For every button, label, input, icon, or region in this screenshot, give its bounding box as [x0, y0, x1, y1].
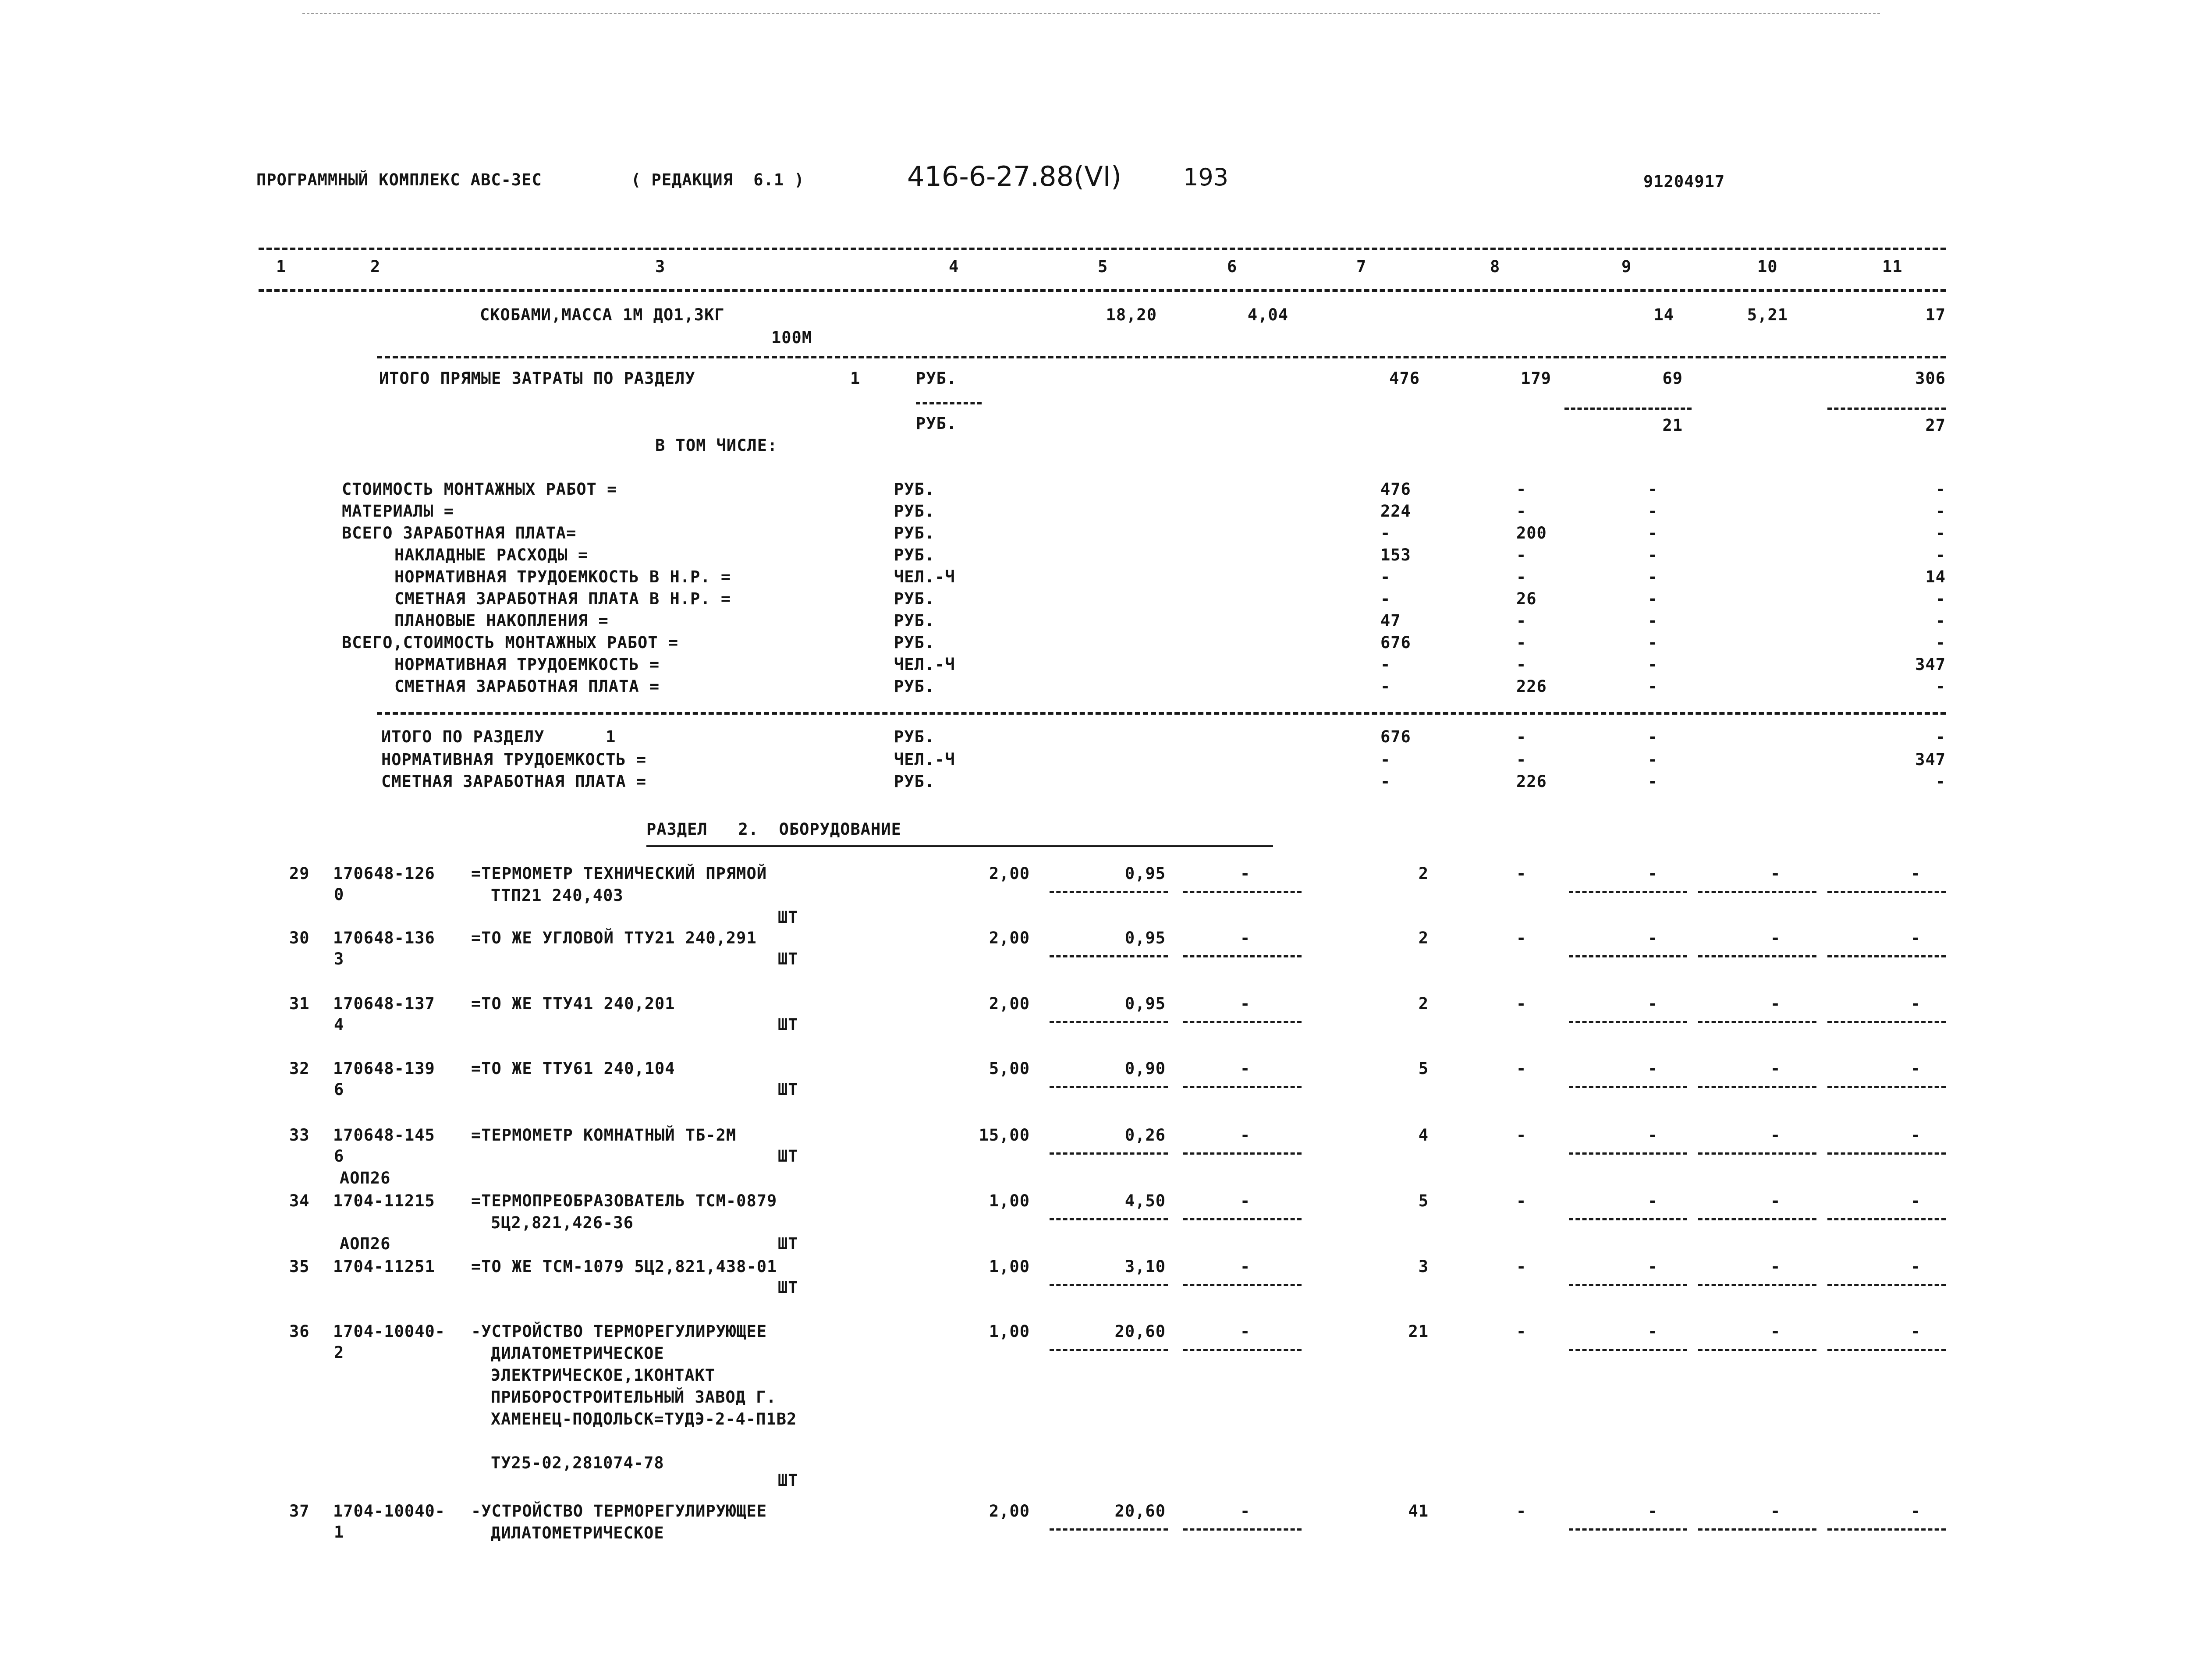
summary-col8: -	[1516, 655, 1527, 674]
item-col9: -	[1648, 1191, 1658, 1210]
section-total-col7: -	[1380, 772, 1391, 791]
section-total-col8: 226	[1516, 772, 1547, 791]
item-col10-rule	[1698, 1284, 1816, 1286]
col9-sub-rule	[1564, 408, 1692, 410]
item-col9-rule	[1569, 1086, 1687, 1088]
summary-label: ВСЕГО ЗАРАБОТНАЯ ПЛАТА=	[342, 524, 577, 542]
total-direct-section: 1	[850, 369, 861, 388]
item-price-rule	[1050, 1528, 1168, 1531]
program-title: ПРОГРАММНЫЙ КОМПЛЕКС АВС-3ЕС	[256, 170, 542, 189]
item-description-line: ДИЛАТОМЕТРИЧЕСКОЕ	[491, 1524, 664, 1542]
summary-col11: 347	[1915, 655, 1946, 674]
summary-col9: -	[1648, 633, 1658, 652]
item-code: 1704-10040-	[333, 1322, 446, 1341]
item-col11-rule	[1827, 1086, 1946, 1088]
summary-unit: РУБ.	[894, 611, 935, 630]
summary-col9: -	[1648, 589, 1658, 608]
summary-col8: 26	[1516, 589, 1537, 608]
column-number-5: 5	[1098, 257, 1108, 276]
total-direct-col9-b: 21	[1662, 416, 1683, 435]
item-description-line: =ТО ЖЕ УГЛОВОЙ ТТУ21 240,291	[471, 929, 757, 947]
item-col11-rule	[1827, 1528, 1946, 1531]
item-number: 30	[289, 929, 310, 947]
summary-col9: -	[1648, 502, 1658, 521]
item-prefix: АОП26	[340, 1234, 391, 1253]
item-unit: ШТ	[778, 950, 798, 968]
total-direct-col11-b: 27	[1925, 416, 1946, 435]
item-price-rule	[1050, 1152, 1168, 1155]
page-number: 193	[1183, 163, 1229, 191]
top-item-col6: 4,04	[1247, 305, 1288, 324]
item-quantity: 5,00	[989, 1059, 1030, 1078]
summary-col8: 226	[1516, 677, 1547, 696]
summary-col11: -	[1935, 546, 1946, 564]
item-col10-rule	[1698, 1152, 1816, 1155]
item-description-line: -УСТРОЙСТВО ТЕРМОРЕГУЛИРУЮЩЕЕ	[471, 1322, 767, 1341]
item-description-line: ТУ25-02,281074-78	[491, 1453, 664, 1472]
item-col10-rule	[1698, 1218, 1816, 1220]
summary-col7: -	[1380, 567, 1391, 586]
summary-unit: ЧЕЛ.-Ч	[894, 655, 955, 674]
including-label: В ТОМ ЧИСЛЕ:	[655, 436, 778, 455]
item-price-rule	[1050, 1349, 1168, 1351]
item-col11-rule	[1827, 1152, 1946, 1155]
total-direct-col7: 476	[1389, 369, 1420, 388]
column-number-11: 11	[1882, 257, 1903, 276]
column-number-6: 6	[1227, 257, 1238, 276]
item-col6-rule	[1183, 891, 1302, 893]
summary-col11: -	[1935, 633, 1946, 652]
column-number-3: 3	[655, 257, 666, 276]
item-unit: ШТ	[778, 1471, 798, 1490]
top-item-rule	[377, 356, 1946, 358]
summary-label: НОРМАТИВНАЯ ТРУДОЕМКОСТЬ В Н.Р. =	[394, 567, 731, 586]
summary-unit: РУБ.	[894, 589, 935, 608]
item-col6: -	[1240, 864, 1251, 883]
section-total-col11: -	[1935, 772, 1946, 791]
item-col11: -	[1911, 1257, 1921, 1276]
summary-col11: 14	[1925, 567, 1946, 586]
item-price-rule	[1050, 1086, 1168, 1088]
item-col9: -	[1648, 929, 1658, 947]
edition-label: ( РЕДАКЦИЯ 6.1 )	[631, 170, 805, 189]
item-price: 0,95	[1124, 994, 1166, 1013]
top-item-unit: 100М	[771, 328, 812, 347]
summary-unit: РУБ.	[894, 546, 935, 564]
item-col9: -	[1648, 1126, 1658, 1145]
summary-label: СТОИМОСТЬ МОНТАЖНЫХ РАБОТ =	[342, 480, 617, 499]
section-total-col9: -	[1648, 750, 1658, 769]
summary-col8: -	[1516, 567, 1527, 586]
item-quantity: 2,00	[989, 994, 1030, 1013]
section-2-title: РАЗДЕЛ 2. ОБОРУДОВАНИЕ	[646, 820, 901, 839]
summary-col8: -	[1516, 546, 1527, 564]
item-col6: -	[1240, 1059, 1251, 1078]
item-description-line: =ТЕРМОМЕТР КОМНАТНЫЙ ТБ-2М	[471, 1126, 737, 1145]
item-col9: -	[1648, 1502, 1658, 1521]
item-col8: -	[1516, 1059, 1527, 1078]
summary-col9: -	[1648, 611, 1658, 630]
section-total-col9: -	[1648, 727, 1658, 746]
summary-label: СМЕТНАЯ ЗАРАБОТНАЯ ПЛАТА =	[394, 677, 660, 696]
item-col10-rule	[1698, 1086, 1816, 1088]
summary-col11: -	[1935, 502, 1946, 521]
item-price: 0,95	[1124, 864, 1166, 883]
section-total-unit: ЧЕЛ.-Ч	[894, 750, 955, 769]
item-price-rule	[1050, 1218, 1168, 1220]
item-description-line: =ТО ЖЕ ТТУ61 240,104	[471, 1059, 675, 1078]
item-code: 1704-11215	[333, 1191, 435, 1210]
item-col9-rule	[1569, 1528, 1687, 1531]
item-col10: -	[1770, 1126, 1781, 1145]
summary-label: СМЕТНАЯ ЗАРАБОТНАЯ ПЛАТА В Н.Р. =	[394, 589, 731, 608]
item-col10-rule	[1698, 1528, 1816, 1531]
item-prefix: АОП26	[340, 1169, 391, 1187]
item-col7: 41	[1408, 1502, 1429, 1521]
section-total-unit: РУБ.	[894, 727, 935, 746]
summary-col9: -	[1648, 524, 1658, 542]
item-number: 29	[289, 864, 310, 883]
item-price: 0,26	[1124, 1126, 1166, 1145]
summary-col8: -	[1516, 502, 1527, 521]
item-col7: 3	[1418, 1257, 1429, 1276]
section-total-col9: -	[1648, 772, 1658, 791]
item-description-line: =ТЕРМОПРЕОБРАЗОВАТЕЛЬ ТСМ-0879	[471, 1191, 777, 1210]
item-number: 36	[289, 1322, 310, 1341]
header-bottom-rule	[259, 289, 1946, 292]
item-number: 37	[289, 1502, 310, 1521]
item-col11-rule	[1827, 955, 1946, 957]
item-code: 170648-145	[333, 1126, 435, 1145]
item-col6-rule	[1183, 1284, 1302, 1286]
item-col6: -	[1240, 1191, 1251, 1210]
item-quantity: 1,00	[989, 1257, 1030, 1276]
item-code-suffix: 3	[334, 950, 344, 968]
item-col6-rule	[1183, 1349, 1302, 1351]
item-description-line: =ТО ЖЕ ТСМ-1079 5Ц2,821,438-01	[471, 1257, 777, 1276]
item-col6-rule	[1183, 1218, 1302, 1220]
item-unit: ШТ	[778, 1234, 798, 1253]
summary-col8: -	[1516, 633, 1527, 652]
item-code-suffix: 6	[334, 1147, 344, 1166]
item-col9-rule	[1569, 1218, 1687, 1220]
summary-col9: -	[1648, 567, 1658, 586]
item-number: 33	[289, 1126, 310, 1145]
column-number-10: 10	[1757, 257, 1778, 276]
item-quantity: 2,00	[989, 1502, 1030, 1521]
item-code-suffix: 0	[334, 885, 344, 904]
item-code: 1704-10040-	[333, 1502, 446, 1521]
item-price: 0,95	[1124, 929, 1166, 947]
item-col6-rule	[1183, 1152, 1302, 1155]
item-description-line: -УСТРОЙСТВО ТЕРМОРЕГУЛИРУЮЩЕЕ	[471, 1502, 767, 1521]
item-code-suffix: 1	[334, 1523, 344, 1542]
item-price-rule	[1050, 891, 1168, 893]
item-col9-rule	[1569, 955, 1687, 957]
section-total-unit: РУБ.	[894, 772, 935, 791]
summary-col11: -	[1935, 524, 1946, 542]
item-col8: -	[1516, 1191, 1527, 1210]
section-total-rule	[377, 712, 1946, 715]
item-col11-rule	[1827, 1218, 1946, 1220]
item-col11-rule	[1827, 1021, 1946, 1023]
summary-col7: -	[1380, 524, 1391, 542]
item-col10-rule	[1698, 955, 1816, 957]
item-col8: -	[1516, 1502, 1527, 1521]
item-code: 170648-126	[333, 864, 435, 883]
item-description-line: ЭЛЕКТРИЧЕСКОЕ,1КОНТАКТ	[491, 1366, 716, 1385]
item-price: 20,60	[1114, 1322, 1166, 1341]
item-col9: -	[1648, 994, 1658, 1013]
item-description-line: 5Ц2,821,426-36	[491, 1213, 634, 1232]
item-col10-rule	[1698, 1349, 1816, 1351]
section-total-col11: -	[1935, 727, 1946, 746]
summary-col7: 47	[1380, 611, 1401, 630]
summary-label: НАКЛАДНЫЕ РАСХОДЫ =	[394, 546, 589, 564]
item-number: 32	[289, 1059, 310, 1078]
summary-col11: -	[1935, 589, 1946, 608]
item-price: 4,50	[1124, 1191, 1166, 1210]
item-col11: -	[1911, 1191, 1921, 1210]
item-quantity: 2,00	[989, 929, 1030, 947]
item-number: 34	[289, 1191, 310, 1210]
section-total-col8: -	[1516, 727, 1527, 746]
item-col10: -	[1770, 864, 1781, 883]
item-col7: 5	[1418, 1059, 1429, 1078]
summary-col9: -	[1648, 655, 1658, 674]
summary-col9: -	[1648, 677, 1658, 696]
item-col10-rule	[1698, 1021, 1816, 1023]
item-col11: -	[1911, 864, 1921, 883]
section-2-underline	[646, 845, 1273, 847]
item-col9: -	[1648, 864, 1658, 883]
item-col8: -	[1516, 1126, 1527, 1145]
total-direct-label: ИТОГО ПРЯМЫЕ ЗАТРАТЫ ПО РАЗДЕЛУ	[379, 369, 695, 388]
item-col8: -	[1516, 864, 1527, 883]
item-col8: -	[1516, 1322, 1527, 1341]
total-direct-col11: 306	[1915, 369, 1946, 388]
item-col9-rule	[1569, 1284, 1687, 1286]
item-code: 170648-139	[333, 1059, 435, 1078]
top-item-description: СКОБАМИ,МАССА 1М ДО1,3КГ	[480, 305, 725, 324]
item-col10: -	[1770, 1257, 1781, 1276]
item-col7: 2	[1418, 929, 1429, 947]
item-code-suffix: 6	[334, 1080, 344, 1099]
item-col7: 21	[1408, 1322, 1429, 1341]
archive-code: 91204917	[1643, 172, 1725, 191]
item-quantity: 15,00	[979, 1126, 1030, 1145]
item-col6: -	[1240, 994, 1251, 1013]
item-col11-rule	[1827, 1349, 1946, 1351]
total-direct-unit-2: РУБ.	[916, 414, 957, 433]
item-price-rule	[1050, 1021, 1168, 1023]
section-total-col7: 676	[1380, 727, 1411, 746]
column-number-4: 4	[949, 257, 959, 276]
summary-label: ВСЕГО,СТОИМОСТЬ МОНТАЖНЫХ РАБОТ =	[342, 633, 679, 652]
item-quantity: 2,00	[989, 864, 1030, 883]
summary-col7: 153	[1380, 546, 1411, 564]
item-col6-rule	[1183, 1021, 1302, 1023]
item-quantity: 1,00	[989, 1191, 1030, 1210]
item-col8: -	[1516, 929, 1527, 947]
summary-unit: РУБ.	[894, 524, 935, 542]
top-faint-rule	[302, 13, 1880, 14]
item-col10-rule	[1698, 891, 1816, 893]
item-col9-rule	[1569, 1152, 1687, 1155]
item-description-line: =ТЕРМОМЕТР ТЕХНИЧЕСКИЙ ПРЯМОЙ	[471, 864, 767, 883]
item-col11: -	[1911, 1059, 1921, 1078]
item-col6: -	[1240, 1322, 1251, 1341]
item-col11-rule	[1827, 891, 1946, 893]
column-number-1: 1	[276, 257, 287, 276]
total-direct-unit: РУБ.	[916, 369, 957, 388]
column-number-2: 2	[370, 257, 381, 276]
item-unit: ШТ	[778, 1015, 798, 1034]
item-col6-rule	[1183, 955, 1302, 957]
column-number-9: 9	[1621, 257, 1632, 276]
summary-unit: РУБ.	[894, 502, 935, 521]
item-col11-rule	[1827, 1284, 1946, 1286]
item-unit: ШТ	[778, 908, 798, 927]
summary-col9: -	[1648, 546, 1658, 564]
summary-col7: -	[1380, 655, 1391, 674]
item-col9: -	[1648, 1322, 1658, 1341]
column-number-7: 7	[1356, 257, 1367, 276]
column-number-8: 8	[1490, 257, 1500, 276]
total-direct-col9: 69	[1662, 369, 1683, 388]
top-item-col10: 5,21	[1747, 305, 1788, 324]
section-total-label: ИТОГО ПО РАЗДЕЛУ 1	[381, 727, 616, 746]
summary-col9: -	[1648, 480, 1658, 499]
item-col8: -	[1516, 994, 1527, 1013]
item-code-suffix: 2	[334, 1343, 344, 1362]
item-price-rule	[1050, 1284, 1168, 1286]
item-col7: 2	[1418, 994, 1429, 1013]
item-code-suffix: 4	[334, 1015, 344, 1034]
item-number: 31	[289, 994, 310, 1013]
item-col10: -	[1770, 1322, 1781, 1341]
summary-col11: -	[1935, 677, 1946, 696]
item-description-line: ПРИБОРОСТРОИТЕЛЬНЫЙ ЗАВОД Г.	[491, 1388, 777, 1407]
summary-col7: 676	[1380, 633, 1411, 652]
item-price: 0,90	[1124, 1059, 1166, 1078]
item-col11: -	[1911, 1322, 1921, 1341]
item-col10: -	[1770, 929, 1781, 947]
item-col7: 4	[1418, 1126, 1429, 1145]
summary-col7: -	[1380, 589, 1391, 608]
top-item-col11: 17	[1925, 305, 1946, 324]
summary-col8: -	[1516, 480, 1527, 499]
item-col11: -	[1911, 1126, 1921, 1145]
item-col10: -	[1770, 1502, 1781, 1521]
section-total-label: НОРМАТИВНАЯ ТРУДОЕМКОСТЬ =	[381, 750, 647, 769]
item-col11: -	[1911, 1502, 1921, 1521]
section-total-col8: -	[1516, 750, 1527, 769]
summary-unit: РУБ.	[894, 677, 935, 696]
header-top-rule	[259, 248, 1946, 250]
item-col9-rule	[1569, 1021, 1687, 1023]
summary-unit: ЧЕЛ.-Ч	[894, 567, 955, 586]
unit-sub-rule	[916, 402, 982, 404]
item-col7: 2	[1418, 864, 1429, 883]
summary-col7: 224	[1380, 502, 1411, 521]
item-col10: -	[1770, 1191, 1781, 1210]
item-description-line: =ТО ЖЕ ТТУ41 240,201	[471, 994, 675, 1013]
item-code: 1704-11251	[333, 1257, 435, 1276]
summary-label: НОРМАТИВНАЯ ТРУДОЕМКОСТЬ =	[394, 655, 660, 674]
item-quantity: 1,00	[989, 1322, 1030, 1341]
item-price-rule	[1050, 955, 1168, 957]
top-item-col9: 14	[1653, 305, 1674, 324]
total-direct-col8: 179	[1521, 369, 1551, 388]
top-item-col5: 18,20	[1106, 305, 1157, 324]
item-unit: ШТ	[778, 1278, 798, 1297]
col11-sub-rule	[1827, 408, 1946, 410]
summary-col11: -	[1935, 611, 1946, 630]
item-description-line: ДИЛАТОМЕТРИЧЕСКОЕ	[491, 1344, 664, 1363]
item-number: 35	[289, 1257, 310, 1276]
item-col9: -	[1648, 1059, 1658, 1078]
document-code: 416-6-27.88(VI)	[907, 160, 1122, 192]
section-total-label: СМЕТНАЯ ЗАРАБОТНАЯ ПЛАТА =	[381, 772, 647, 791]
summary-col8: 200	[1516, 524, 1547, 542]
summary-unit: РУБ.	[894, 480, 935, 499]
item-col6: -	[1240, 929, 1251, 947]
summary-col11: -	[1935, 480, 1946, 499]
item-col6: -	[1240, 1257, 1251, 1276]
summary-unit: РУБ.	[894, 633, 935, 652]
summary-col8: -	[1516, 611, 1527, 630]
summary-label: МАТЕРИАЛЫ =	[342, 502, 454, 521]
item-unit: ШТ	[778, 1080, 798, 1099]
item-col11: -	[1911, 929, 1921, 947]
item-price: 20,60	[1114, 1502, 1166, 1521]
item-code: 170648-136	[333, 929, 435, 947]
summary-label: ПЛАНОВЫЕ НАКОПЛЕНИЯ =	[394, 611, 609, 630]
section-total-col11: 347	[1915, 750, 1946, 769]
item-col9: -	[1648, 1257, 1658, 1276]
summary-col7: 476	[1380, 480, 1411, 499]
item-description-line: ТТП21 240,403	[491, 886, 624, 905]
item-col6: -	[1240, 1502, 1251, 1521]
item-description-line: ХАМЕНЕЦ-ПОДОЛЬСК=ТУДЭ-2-4-П1В2	[491, 1410, 797, 1428]
item-col10: -	[1770, 994, 1781, 1013]
item-unit: ШТ	[778, 1147, 798, 1166]
item-col9-rule	[1569, 891, 1687, 893]
item-col6: -	[1240, 1126, 1251, 1145]
item-col11: -	[1911, 994, 1921, 1013]
item-col6-rule	[1183, 1528, 1302, 1531]
item-price: 3,10	[1124, 1257, 1166, 1276]
item-col9-rule	[1569, 1349, 1687, 1351]
summary-col7: -	[1380, 677, 1391, 696]
section-total-col7: -	[1380, 750, 1391, 769]
item-col7: 5	[1418, 1191, 1429, 1210]
item-col8: -	[1516, 1257, 1527, 1276]
item-code: 170648-137	[333, 994, 435, 1013]
item-col10: -	[1770, 1059, 1781, 1078]
item-col6-rule	[1183, 1086, 1302, 1088]
